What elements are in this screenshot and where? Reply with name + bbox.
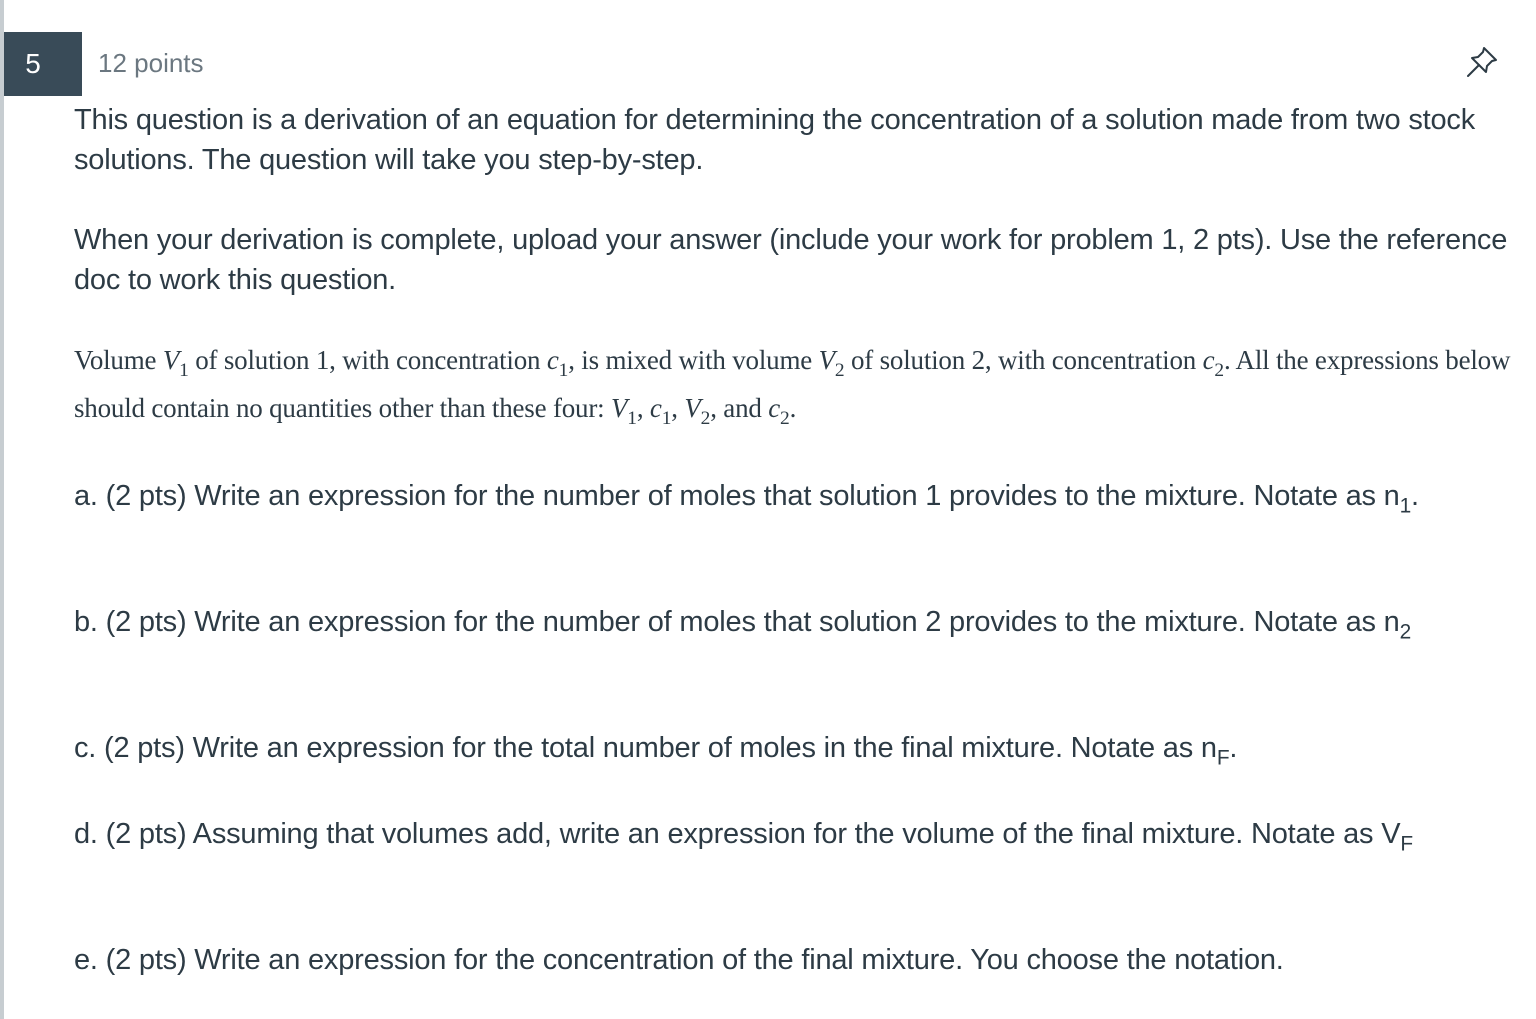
question-left-rail bbox=[0, 0, 4, 1019]
part-a-sub: 1 bbox=[1399, 494, 1412, 518]
part-a-text: a. (2 pts) Write an expression for the number of moles that solution 1 provides to the mixture. Notate as n bbox=[74, 480, 1400, 512]
math-sub: 2 bbox=[1214, 359, 1224, 381]
part-b-text: b. (2 pts) Write an expression for the number of moles that solution 2 provides to the mixture. Notate as n bbox=[74, 606, 1400, 638]
setup-text: , and bbox=[710, 393, 769, 423]
setup-paragraph bbox=[74, 336, 1514, 432]
part-b bbox=[74, 602, 1514, 642]
part-b-sub: 2 bbox=[1399, 620, 1412, 644]
math-sub: 1 bbox=[558, 359, 569, 381]
part-e-text: e. (2 pts) Write an expression for the concentration of the final mixture. You choose the notation. bbox=[74, 944, 1284, 976]
part-c-text: c. (2 pts) Write an expression for the total number of moles in the final mixture. Notate as n bbox=[74, 732, 1217, 764]
math-V2: V bbox=[684, 393, 701, 423]
setup-text: , is mixed with volume bbox=[568, 345, 819, 375]
setup-text: . All the expressions below should contain no quantities other than these four: bbox=[74, 345, 1511, 423]
math-c1: c bbox=[649, 393, 662, 423]
part-d bbox=[74, 814, 1514, 854]
math-sub: 1 bbox=[627, 407, 637, 429]
part-c-end: . bbox=[1229, 732, 1238, 764]
setup-text: Volume bbox=[74, 345, 163, 375]
math-sub: 1 bbox=[661, 407, 672, 429]
intro-paragraph-1: This question is a derivation of an equation for determining the concentration of a solution made from two stock solutions. The question will take you step-by-step. bbox=[74, 104, 1476, 176]
setup-text: , bbox=[671, 393, 685, 423]
math-c2: c bbox=[1202, 345, 1215, 375]
math-V1: V bbox=[610, 393, 628, 423]
setup-text: of solution 1, with concentration bbox=[188, 345, 547, 375]
pin-icon[interactable] bbox=[1464, 44, 1500, 80]
question-number-badge: 5 bbox=[4, 32, 82, 96]
math-V2: V bbox=[818, 345, 835, 375]
math-V1: V bbox=[162, 345, 180, 375]
math-c1: c bbox=[546, 345, 559, 375]
setup-text: , bbox=[636, 393, 650, 423]
part-a bbox=[74, 476, 1514, 516]
math-sub: 2 bbox=[834, 359, 845, 381]
setup-text: of solution 2, with concentration bbox=[844, 345, 1203, 375]
part-d-sub: F bbox=[1400, 832, 1413, 856]
part-e bbox=[74, 940, 1514, 980]
part-d-text: d. (2 pts) Assuming that volumes add, write an expression for the volume of the final mixture. Notate as V bbox=[74, 818, 1401, 850]
math-sub: 2 bbox=[780, 407, 790, 429]
math-c2: c bbox=[768, 393, 781, 423]
math-sub: 2 bbox=[700, 407, 711, 429]
part-c-sub: F bbox=[1216, 746, 1230, 770]
setup-text: . bbox=[789, 393, 797, 423]
intro-paragraph-2: When your derivation is complete, upload your answer (include your work for problem 1, 2 pts). Use the reference doc to work this question. bbox=[74, 224, 1508, 296]
part-c bbox=[74, 728, 1514, 768]
question-points: 12 points bbox=[98, 48, 204, 78]
math-sub: 1 bbox=[179, 359, 189, 381]
part-a-end: . bbox=[1411, 480, 1419, 512]
